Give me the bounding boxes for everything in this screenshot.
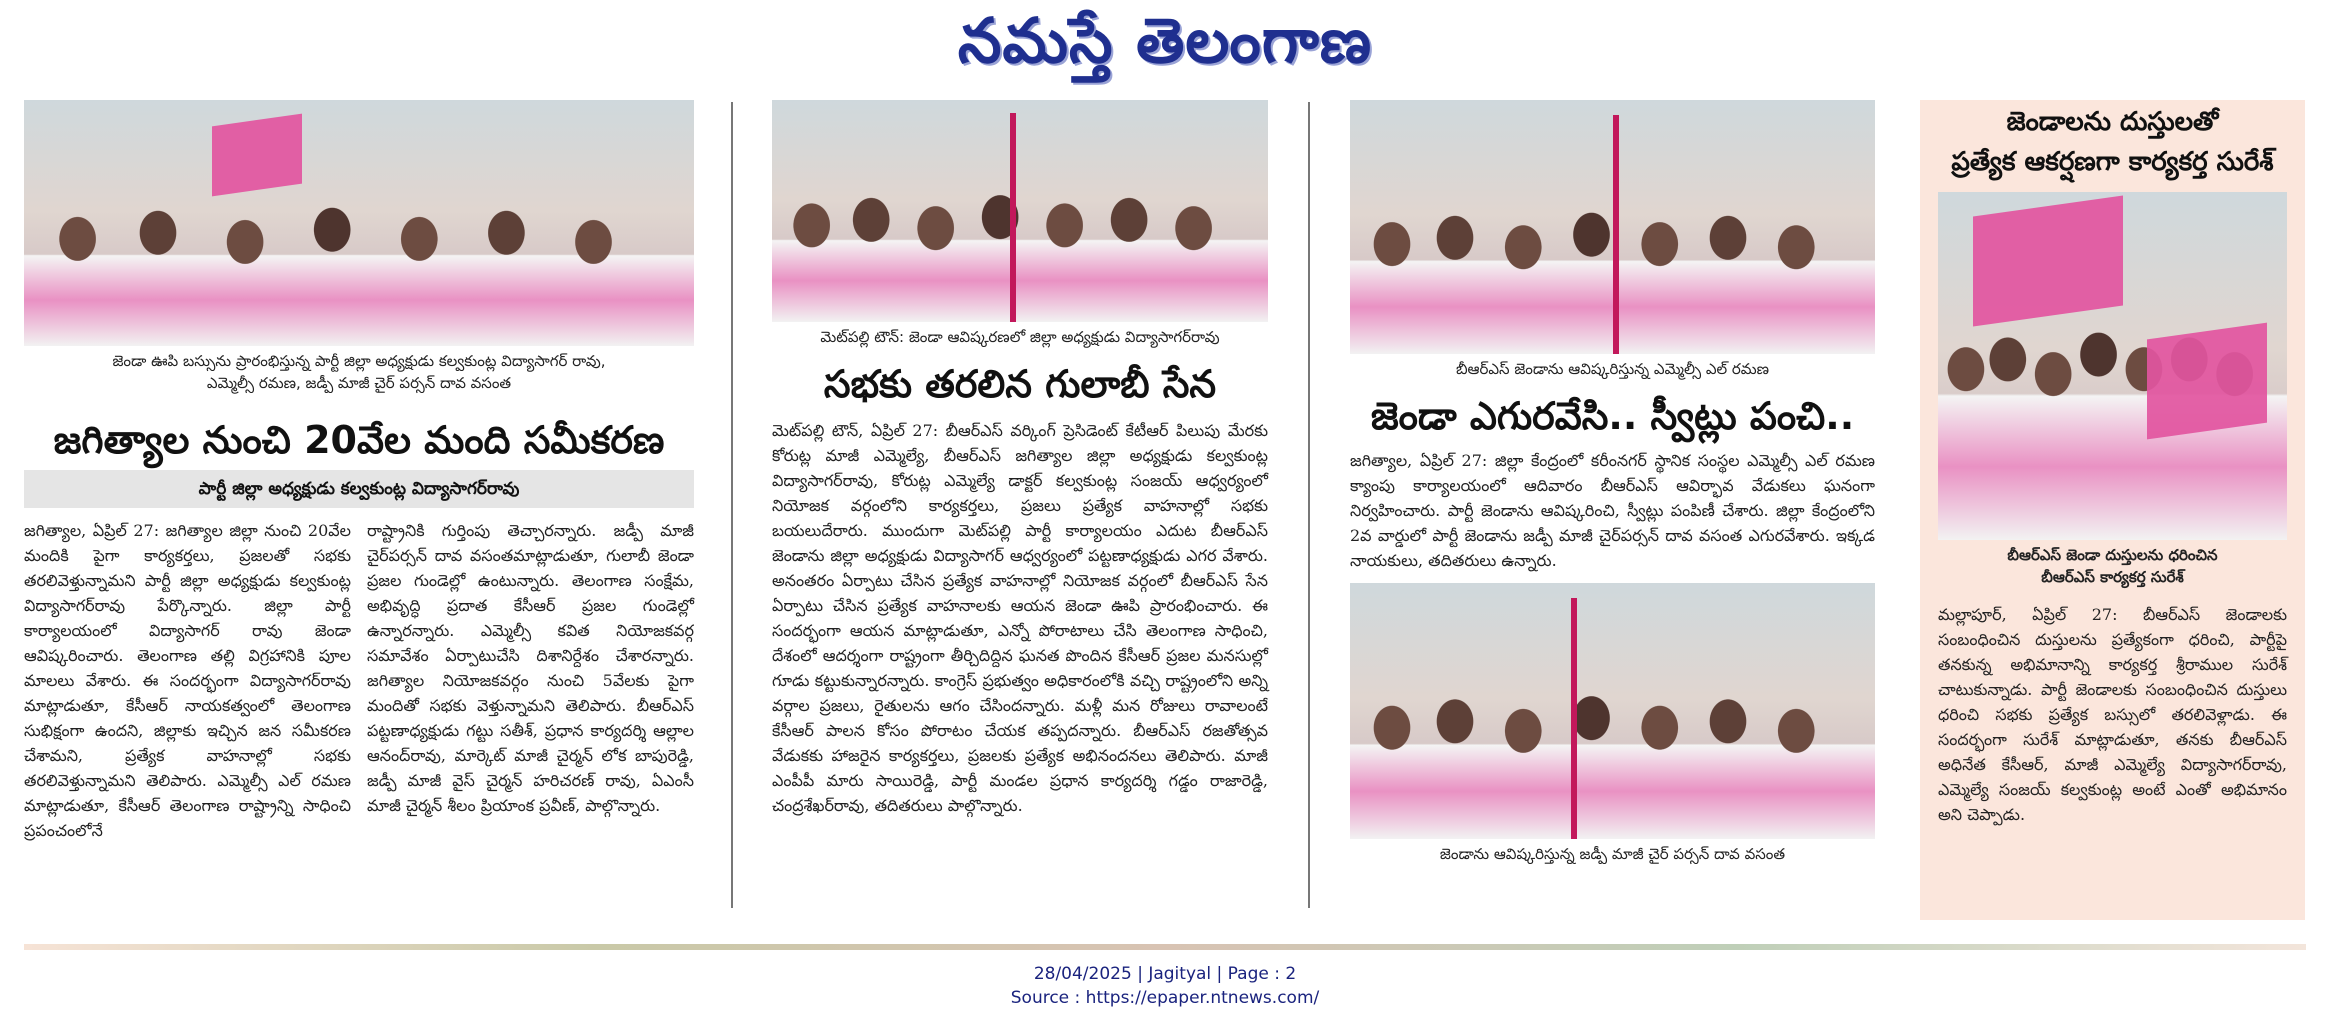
photo-caption: జెండా ఊపి బస్సును ప్రారంభిస్తున్న పార్టీ జిల్లా అధ్యక్షుడు కల్వకుంట్ల విద్యాసాగర్ రావు, ఎమ్మెల్సీ రమణ, జడ్పీ మాజీ చైర్ పర్సన్ దావ వసంత [112,352,606,392]
source-link[interactable]: Source : https://epaper.ntnews.com/ [1010,988,1320,1008]
page-footer [0,962,2330,1010]
article-body: జగిత్యాల, ఏప్రిల్ 27: జిల్లా కేంద్రంలో కరీంనగర్ స్థానిక సంస్థల ఎమ్మెల్సీ ఎల్ రమణ క్యాంపు కార్యాలయంలో ఆదివారం బీఆర్‌ఎస్ ఆవిర్భావ వేడుకలు ఘనంగా నిర్వహించారు. పార్టీ జెండాను ఆవిష్కరించి, స్వీట్లు పంపిణీ చేశారు. జిల్లా కేంద్రంలోని 2వ వార్డులో పార్టీ జెండాను జడ్పీ మాజీ చైర్‌పర్సన్ దావ వసంత ఎగురవేశారు. ఇక్కడ నాయకులు, తదితరులు ఉన్నారు. [1350,451,1875,570]
headline: జగిత్యాల నుంచి 20వేల మంది సమీకరణ [53,418,665,462]
photo-bus-flag-off [24,100,694,346]
photo-strip-divider [24,944,2306,950]
article-body-left: జగిత్యాల, ఏప్రిల్ 27: జగిత్యాల జిల్లా నుంచి 20వేల మందికి పైగా కార్యకర్తలు, ప్రజలతో సభకు తరలివెళ్తున్నామని పార్టీ జిల్లా అధ్యక్షుడు కల్వకుంట్ల విద్యాసాగర్‌రావు పేర్కొన్నారు. జిల్లా పార్టీ కార్యాలయంలో విద్యాసాగర్ రావు జెండా ఆవిష్కరించారు. తెలంగాణ తల్లి విగ్రహానికి పూల మాలలు వేశారు. ఈ సందర్భంగా విద్యాసాగర్‌రావు మాట్లాడుతూ, కేసీఆర్ నాయకత్వంలో తెలంగాణ సుభిక్షంగా ఉందని, జిల్లాకు ఇచ్చిన జన సమీకరణ చేశామని, ప్రత్యేక వాహనాల్లో సభకు తరలివెళ్తున్నామని తెలిపారు. ఎమ్మెల్సీ ఎల్ రమణ మాట్లాడుతూ, కేసీఆర్ తెలంగాణ రాష్ట్రాన్ని సాధించి ప్రపంచంలోనే [24,521,351,840]
column-divider [1308,102,1310,908]
feature-title: జెండాలను దుస్తులతో ప్రత్యేక ఆకర్షణగా కార్యకర్త సురేశ్ [1951,107,2274,177]
photo-worker-in-flag-dress [1938,192,2287,540]
headline: సభకు తరలిన గులాబీ సేన [823,362,1217,406]
photo-caption: జెండాను ఆవిష్కరిస్తున్న జడ్పీ మాజీ చైర్ పర్సన్ దావ వసంత [1439,845,1786,863]
article-body-right: రాష్ట్రానికి గుర్తింపు తెచ్చారన్నారు. జడ్పీ మాజీ చైర్‌పర్సన్ దావ వసంతమాట్లాడుతూ, గులాబీ జెండా ప్రజల గుండెల్లో ఉంటున్నారు. తెలంగాణ సంక్షేమ, అభివృద్ధి ప్రదాత కేసీఆర్ ప్రజల గుండెల్లో ఉన్నారన్నారు. ఎమ్మెల్సీ కవిత నియోజకవర్గ సమావేశం ఏర్పాటుచేసి దిశానిర్దేశం చేశారన్నారు. జగిత్యాల నియోజకవర్గం నుంచి 5వేలకు పైగా మందితో సభకు వెళ్తున్నామని తెలిపారు. బీఆర్‌ఎస్ పట్టణాధ్యక్షుడు గట్టు సతీశ్, ప్రధాన కార్యదర్శి ఆల్లాల ఆనంద్‌రావు, మార్కెట్ మాజీ చైర్మన్ లోక బాపురెడ్డి, జడ్పీ మాజీ వైస్ చైర్మన్ హరిచరణ్ రావు, ఏఎంసీ మాజీ చైర్మన్ శీలం ప్రియాంక ప్రవీణ్, పాల్గొన్నారు. [367,521,694,815]
subheadline: పార్టీ జిల్లా అధ్యక్షుడు కల్వకుంట్ల విద్యాసాగర్‌రావు [24,470,694,508]
photo-ward-flag-hoisting [1350,583,1875,839]
edition-info: 28/04/2025 | Jagityal | Page : 2 [1033,964,1297,984]
feature-box-suresh [1920,100,2305,920]
article-body: మల్లాపూర్, ఏప్రిల్ 27: బీఆర్‌ఎస్ జెండాలకు సంబంధించిన దుస్తులను ప్రత్యేకంగా ధరించి, పార్టీపై తనకున్న అభిమానాన్ని కార్యకర్త శ్రీరాముల సురేశ్ చాటుకున్నాడు. పార్టీ జెండాలకు సంబంధించిన దుస్తులు ధరించి సభకు ప్రత్యేక బస్సులో తరలివెళ్లాడు. ఈ సందర్భంగా సురేశ్ మాట్లాడుతూ, తనకు బీఆర్‌ఎస్ అధినేత కేసీఆర్, మాజీ ఎమ్మెల్యే విద్యాసాగర్‌రావు, ఎమ్మెల్యే సంజయ్ కల్వకుంట్ల అంటే ఎంతో అభిమానం అని చెప్పాడు. [1938,605,2287,824]
photo-caption: బీఆర్‌ఎస్ జెండా దుస్తులను ధరించిన బీఆర్‌ఎస్ కార్యకర్త సురేశ్ [2007,546,2218,586]
newspaper-title: నమస్తే తెలంగాణ [957,4,1373,77]
photo-mlc-flag-hoisting [1350,100,1875,354]
article-body [24,518,694,843]
masthead [0,0,2330,90]
photo-caption: బీఆర్‌ఎస్ జెండాను ఆవిష్కరిస్తున్న ఎమ్మెల్సీ ఎల్ రమణ [1455,360,1770,378]
photo-caption: మెట్‌పల్లి టౌన్: జెండా ఆవిష్కరణలో జిల్లా అధ్యక్షుడు విద్యాసాగర్‌రావు [820,328,1220,346]
article-pink-army [772,100,1268,818]
article-jagityal-mobilisation [24,100,694,843]
headline: జెండా ఎగురవేసి.. స్వీట్లు పంచి.. [1370,394,1855,438]
article-flag-sweets [1350,100,1875,869]
photo-flag-hoisting-metpally [772,100,1268,322]
column-divider [731,102,733,908]
article-body: మెట్‌పల్లి టౌన్, ఏప్రిల్ 27: బీఆర్‌ఎస్ వర్కింగ్ ప్రెసిడెంట్ కేటీఆర్ పిలుపు మేరకు కోరుట్ల మాజీ ఎమ్మెల్యే, బీఆర్‌ఎస్ జగిత్యాల జిల్లా అధ్యక్షుడు కల్వకుంట్ల విద్యాసాగర్‌రావు, కోరుట్ల ఎమ్మెల్యే డాక్టర్ కల్వకుంట్ల సంజయ్ ఆధ్వర్యంలో నియోజక వర్గంలోని కార్యకర్తలు, ప్రజలు ప్రత్యేక వాహనాల్లో సభకు బయలుదేరారు. ముందుగా మెట్‌పల్లి పార్టీ కార్యాలయం ఎదుట బీఆర్‌ఎస్ జెండాను జిల్లా అధ్యక్షుడు విద్యాసాగర్ ఆధ్వర్యంలో పట్టణాధ్యక్షుడు ఎగర వేశారు. అనంతరం ఏర్పాటు చేసిన ప్రత్యేక వాహనాల్లో నియోజక వర్గంలో బీఆర్‌ఎస్ సేన ఏర్పాటు చేసిన ప్రత్యేక వాహనాలకు ఆయన జెండా ఊపి ప్రారంభించారు. ఈ సందర్భంగా ఆయన మాట్లాడుతూ, ఎన్నో పోరాటాలు చేసి తెలంగాణ సాధించి, దేశంలో ఆదర్శంగా రాష్ట్రంగా తీర్చిదిద్దిన ఘనత పొందిన కేసీఆర్ ప్రజల మనసుల్లో గూడు కట్టుకున్నారన్నారు. కాంగ్రెస్ ప్రభుత్వం అధికారంలోకి వచ్చి రాష్ట్రంలోని అన్ని వర్గాల ప్రజలు, రైతులను ఆగం చేసిందన్నారు. మళ్లీ మన రోజులు రావాలంటే కేసీఆర్ పాలన కోసం పోరాటం చేయక తప్పదన్నారు. బీఆర్‌ఎస్ రజతోత్సవ వేడుకకు హాజరైన కార్యకర్తలు, ప్రజలకు ప్రత్యేక అభినందనలు తెలిపారు. మాజీ ఎంపీపీ మారు సాయిరెడ్డి, పార్టీ మండల ప్రధాన కార్యదర్శి గడ్డం రాజారెడ్డి, చంద్రశేఖర్‌రావు, తదితరులు పాల్గొన్నారు. [772,421,1268,815]
